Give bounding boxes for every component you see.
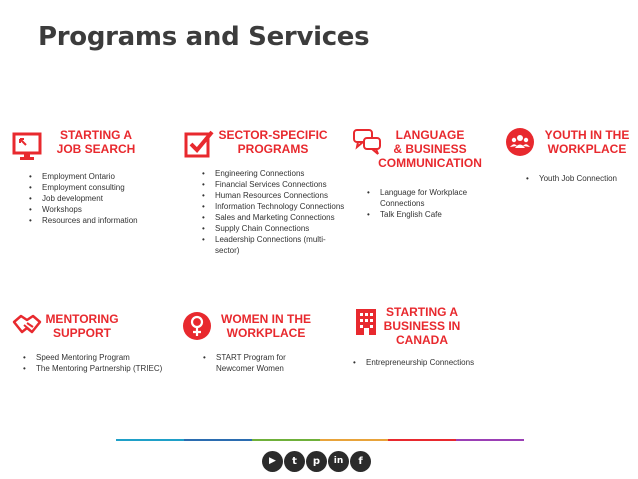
- divider-segment: [184, 439, 252, 441]
- divider-segment: [320, 439, 388, 441]
- monitor-icon: [12, 131, 42, 161]
- list-item: • Employment consulting: [28, 182, 178, 193]
- list-item: • Youth Job Connection: [525, 173, 635, 184]
- list-item: • Job development: [28, 193, 178, 204]
- list-item: • Workshops: [28, 204, 178, 215]
- card-item-list: [202, 352, 322, 374]
- divider-segment: [252, 439, 320, 441]
- card-youth-in-workplace: [505, 125, 635, 195]
- card-heading: YOUTH IN THE WORKPLACE: [544, 128, 630, 156]
- card-heading: STARTING A BUSINESS IN CANADA: [383, 305, 461, 347]
- card-starting-business-canada: [352, 303, 502, 373]
- group-icon: [505, 127, 535, 157]
- building-icon: [352, 307, 382, 337]
- card-item-list: [201, 168, 346, 256]
- handshake-icon: [12, 310, 42, 340]
- card-item-list: [352, 357, 502, 368]
- list-item: • Sales and Marketing Connections: [201, 212, 346, 223]
- youtube-icon[interactable]: ▶: [262, 451, 283, 472]
- list-item: • Talk English Cafe: [366, 209, 494, 220]
- linkedin-icon[interactable]: in: [328, 451, 349, 472]
- list-item: • Supply Chain Connections: [201, 223, 346, 234]
- list-item: • Human Resources Connections: [201, 190, 346, 201]
- list-item: • START Program for Newcomer Women: [202, 352, 322, 374]
- card-item-list: [366, 187, 494, 220]
- list-item: • Resources and information: [28, 215, 178, 226]
- card-language-business-communication: [352, 125, 492, 225]
- list-item: • Language for Workplace Connections: [366, 187, 494, 209]
- female-symbol-icon: [182, 311, 212, 341]
- card-starting-job-search: [12, 125, 172, 235]
- card-heading: WOMEN IN THE WORKPLACE: [221, 312, 311, 340]
- card-heading: LANGUAGE & BUSINESS COMMUNICATION: [378, 128, 482, 170]
- page-title: Programs and Services: [38, 22, 370, 52]
- divider-segment: [456, 439, 524, 441]
- facebook-icon[interactable]: f: [350, 451, 371, 472]
- card-heading: SECTOR-SPECIFIC PROGRAMS: [218, 128, 328, 156]
- card-item-list: [525, 173, 635, 184]
- twitter-icon[interactable]: t: [284, 451, 305, 472]
- list-item: • Engineering Connections: [201, 168, 346, 179]
- card-item-list: [28, 171, 178, 226]
- card-item-list: [22, 352, 187, 374]
- card-sector-specific-programs: [182, 125, 347, 295]
- list-item: • Financial Services Connections: [201, 179, 346, 190]
- divider-segment: [388, 439, 456, 441]
- list-item: • Information Technology Connections: [201, 201, 346, 212]
- list-item: • Employment Ontario: [28, 171, 178, 182]
- list-item: • The Mentoring Partnership (TRIEC): [22, 363, 187, 374]
- card-heading: MENTORING SUPPORT: [45, 312, 119, 340]
- pinterest-icon[interactable]: p: [306, 451, 327, 472]
- card-women-in-workplace: [182, 308, 342, 378]
- list-item: • Entrepreneurship Connections: [352, 357, 502, 368]
- card-mentoring-support: [12, 308, 172, 378]
- card-heading: STARTING A JOB SEARCH: [56, 128, 136, 156]
- divider-segment: [116, 439, 184, 441]
- list-item: • Speed Mentoring Program: [22, 352, 187, 363]
- list-item: • Leadership Connections (multi-sector): [201, 234, 346, 256]
